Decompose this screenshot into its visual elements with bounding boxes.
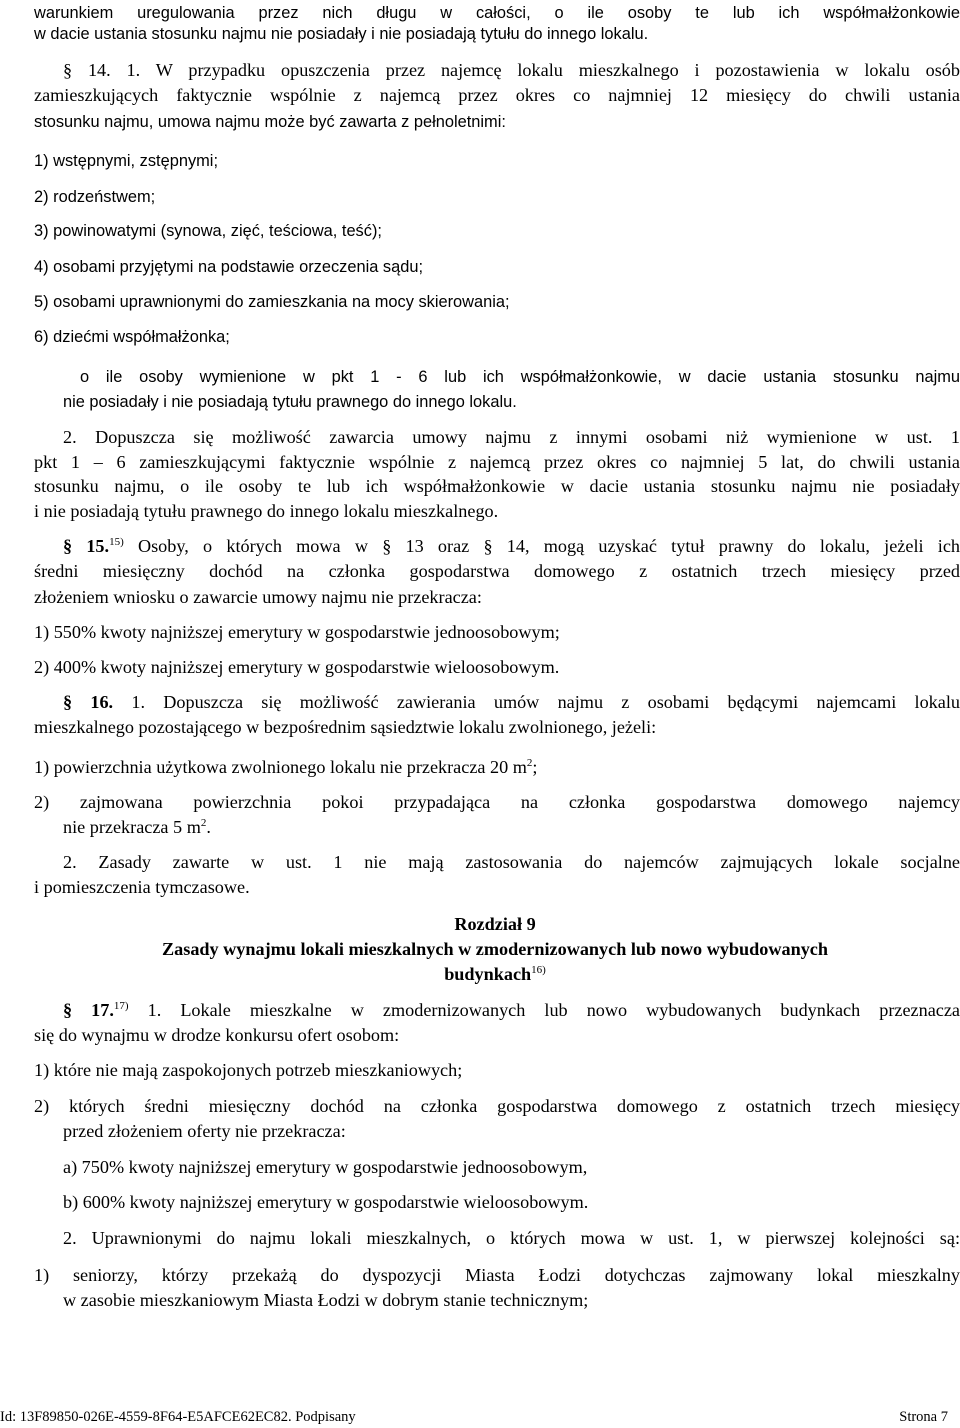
section-15-line bbox=[63, 534, 960, 559]
list-item-text: 1) powierzchnia użytkowa zwolnionego lokalu nie przekracza 20 m bbox=[34, 757, 527, 777]
paragraph-line: w dacie ustania stosunku najmu nie posiadały i nie posiadają tytułu do innego lokalu. bbox=[34, 25, 649, 43]
section-number: § 16. bbox=[63, 692, 114, 712]
paragraph-line: stosunku najmu, umowa najmu może być zawarta z pełnoletnimi: bbox=[34, 113, 506, 131]
section-number: § 15. bbox=[63, 536, 110, 556]
paragraph-line: pkt 1 – 6 zamieszkującymi faktycznie wspólnie z najemcą przez okres co najmniej 5 lat, do chwili ustania bbox=[34, 452, 960, 472]
paragraph-line: warunkiem uregulowania przez nich długu w całości, o ile osoby te lub ich współmałżonkowie bbox=[34, 4, 960, 22]
footnote-ref: 16) bbox=[531, 963, 546, 976]
document-id-footer: Id: 13F89850-026E-4559-8F64-E5AFCE62EC82. Podpisany bbox=[0, 1409, 356, 1425]
list-item: 2) 400% kwoty najniższej emerytury w gospodarstwie wieloosobowym. bbox=[34, 657, 560, 677]
list-item: 1) seniorzy, którzy przekażą do dyspozycji Miasta Łodzi dotychczas zajmowany lokal mieszkalny bbox=[34, 1265, 960, 1285]
paragraph-line: o ile osoby wymienione w pkt 1 - 6 lub ich współmałżonkowie, w dacie ustania stosunku najmu bbox=[80, 368, 960, 386]
footnote-ref: 17) bbox=[113, 999, 129, 1012]
section-16-line bbox=[63, 690, 960, 715]
list-item-continuation: w zasobie mieszkaniowym Miasta Łodzi w dobrym stanie technicznym; bbox=[63, 1290, 589, 1310]
paragraph-line: nie posiadały i nie posiadają tytułu prawnego do innego lokalu. bbox=[63, 393, 517, 411]
section-text: Osoby, o których mowa w § 13 oraz § 14, mogą uzyskać tytuł prawny do lokalu, jeżeli ich bbox=[123, 536, 960, 556]
section-text: 1. Lokale mieszkalne w zmodernizowanych lub nowo wybudowanych budynkach przeznacza bbox=[128, 1000, 960, 1020]
list-item: 1) wstępnymi, zstępnymi; bbox=[34, 152, 218, 170]
paragraph-line: i nie posiadają tytułu prawnego do innego lokalu mieszkalnego. bbox=[34, 501, 499, 521]
paragraph-line: się do wynajmu w drodze konkursu ofert osobom: bbox=[34, 1025, 400, 1045]
section-text: 1. Dopuszcza się możliwość zawierania umów najmu z osobami będącymi najemcami lokalu bbox=[113, 692, 960, 712]
paragraph-line: 2. Dopuszcza się możliwość zawarcia umowy najmu z innymi osobami niż wymienione w ust. 1 bbox=[63, 427, 960, 447]
sub-list-item: b) 600% kwoty najniższej emerytury w gospodarstwie wieloosobowym. bbox=[63, 1192, 589, 1212]
paragraph-line: 2. Zasady zawarte w ust. 1 nie mają zastosowania do najemców zajmujących lokale socjalne bbox=[63, 852, 960, 872]
chapter-title-continuation bbox=[0, 962, 960, 987]
list-item: 5) osobami uprawnionymi do zamieszkania na mocy skierowania; bbox=[34, 293, 510, 311]
paragraph-line: stosunku najmu, o ile osoby te lub ich współmałżonkowie w dacie ustania stosunku najmu nie posiadały bbox=[34, 476, 960, 496]
section-number: § 17. bbox=[63, 1000, 114, 1020]
chapter-title: Zasady wynajmu lokali mieszkalnych w zmodernizowanych lub nowo wybudowanych bbox=[162, 939, 828, 959]
section-17-line bbox=[63, 998, 960, 1023]
paragraph-line: mieszkalnego pozostającego w bezpośrednim sąsiedztwie lokalu zwolnionego, jeżeli: bbox=[34, 717, 657, 737]
superscript: 2 bbox=[200, 816, 207, 829]
list-item-tail: . bbox=[206, 817, 211, 837]
superscript: 2 bbox=[526, 756, 533, 769]
paragraph-line: złożeniem wniosku o zawarcie umowy najmu nie przekracza: bbox=[34, 587, 482, 607]
list-item: 3) powinowatymi (synowa, zięć, teściowa, teść); bbox=[34, 222, 382, 240]
list-item: 1) 550% kwoty najniższej emerytury w gospodarstwie jednoosobowym; bbox=[34, 622, 560, 642]
chapter-number: Rozdział 9 bbox=[454, 914, 536, 934]
footnote-ref: 15) bbox=[109, 535, 124, 548]
chapter-title-text: budynkach bbox=[444, 964, 532, 984]
list-item: 2) zajmowana powierzchnia pokoi przypadająca na członka gospodarstwa domowego najemcy bbox=[34, 792, 960, 812]
paragraph-line: zamieszkujących faktycznie wspólnie z najemcą przez okres co najmniej 12 miesięcy do chwili ustania bbox=[34, 85, 960, 105]
list-item: 1) które nie mają zaspokojonych potrzeb mieszkaniowych; bbox=[34, 1060, 463, 1080]
paragraph-line: i pomieszczenia tymczasowe. bbox=[34, 877, 250, 897]
paragraph-line: średni miesięczny dochód na członka gospodarstwa domowego z ostatnich trzech miesięcy przed bbox=[34, 561, 960, 581]
list-item: 2) rodzeństwem; bbox=[34, 188, 156, 206]
sub-list-item: a) 750% kwoty najniższej emerytury w gospodarstwie jednoosobowym, bbox=[63, 1157, 588, 1177]
list-item: 6) dziećmi współmałżonka; bbox=[34, 328, 230, 346]
paragraph-line: 2. Uprawnionymi do najmu lokali mieszkalnych, o których mowa w ust. 1, w pierwszej kolejności są: bbox=[63, 1228, 960, 1248]
list-item-continuation bbox=[63, 815, 960, 840]
section-14-line: § 14. 1. W przypadku opuszczenia przez najemcę lokalu mieszkalnego i pozostawienia w lokalu osób bbox=[63, 60, 960, 80]
list-item: 2) których średni miesięczny dochód na członka gospodarstwa domowego z ostatnich trzech miesięcy bbox=[34, 1096, 960, 1116]
list-item-text: nie przekracza 5 m bbox=[63, 817, 201, 837]
list-item-tail: ; bbox=[532, 757, 538, 777]
list-item bbox=[34, 755, 960, 780]
list-item: 4) osobami przyjętymi na podstawie orzeczenia sądu; bbox=[34, 258, 424, 276]
page-number: Strona 7 bbox=[899, 1409, 948, 1425]
list-item-continuation: przed złożeniem oferty nie przekracza: bbox=[63, 1121, 346, 1141]
